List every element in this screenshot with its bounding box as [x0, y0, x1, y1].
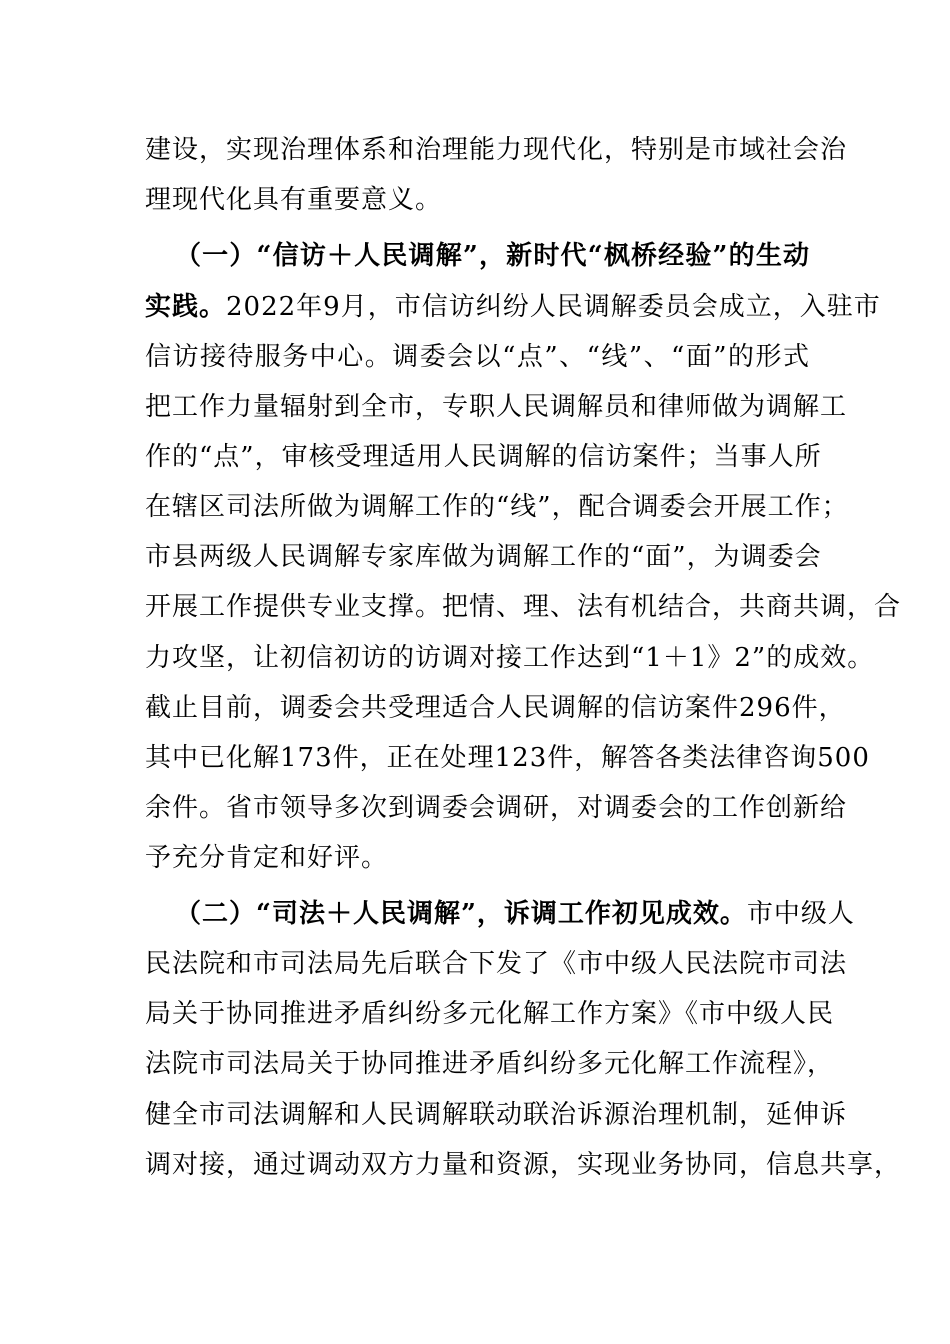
paragraph-line [145, 1093, 848, 1137]
line-text: 局关于协同推进矛盾纠纷多元化解工作方案》《市中级人民 [145, 999, 835, 1029]
line-text: 力攻坚，让初信初访的访调对接工作达到“1＋1》2”的成效。 [145, 643, 875, 673]
paragraph-line [145, 335, 810, 379]
heading-text: （二）“司法＋人民调解”，诉调工作初见成效。 [175, 899, 747, 929]
section-heading-2 [175, 892, 855, 936]
heading-text: （一）“信访＋人民调解”，新时代“枫桥经验”的生动 [175, 241, 810, 271]
paragraph-line [145, 128, 848, 172]
line-text: 余件。省市领导多次到调委会调研，对调委会的工作创新给 [145, 793, 848, 823]
line-text: 法院市司法局关于协同推进矛盾纠纷多元化解工作流程》， [145, 1049, 835, 1079]
paragraph-line [145, 285, 881, 329]
paragraph-line [145, 686, 846, 730]
line-text: 把工作力量辐射到全市，专职人民调解员和律师做为调解工 [145, 392, 848, 422]
paragraph-line [145, 178, 810, 222]
paragraph-line [145, 385, 848, 429]
section-heading-1 [175, 234, 810, 278]
paragraph-line [145, 1042, 835, 1086]
paragraph-line [145, 535, 822, 579]
line-text: 截止目前，调委会共受理适合人民调解的信访案件296件， [145, 693, 846, 723]
paragraph-line [145, 636, 875, 680]
paragraph-line [145, 736, 870, 780]
line-text: 作的“点”，审核受理适用人民调解的信访案件；当事人所 [145, 442, 822, 472]
paragraph-line [145, 836, 810, 880]
paragraph-line [145, 786, 848, 830]
line-text: 其中已化解173件，正在处理123件，解答各类法律咨询500 [145, 743, 870, 773]
line-text: 建设，实现治理体系和治理能力现代化，特别是市域社会治 [145, 135, 848, 165]
line-text: 信访接待服务中心。调委会以“点”、“线”、“面”的形式 [145, 342, 810, 372]
paragraph-line [145, 485, 849, 529]
paragraph-line [145, 1143, 902, 1187]
line-text: 民法院和市司法局先后联合下发了《市中级人民法院市司法 [145, 949, 848, 979]
line-text: 开展工作提供专业支撑。把情、理、法有机结合，共商共调，合 [145, 592, 902, 622]
paragraph-line [145, 435, 822, 479]
paragraph-line [145, 585, 902, 629]
line-text: 2022年9月，市信访纠纷人民调解委员会成立，入驻市 [226, 292, 881, 322]
paragraph-line [145, 992, 835, 1036]
line-text: 健全市司法调解和人民调解联动联治诉源治理机制，延伸诉 [145, 1100, 848, 1130]
paragraph-line [145, 942, 848, 986]
line-text: 理现代化具有重要意义。 [145, 185, 443, 215]
line-text: 在辖区司法所做为调解工作的“线”，配合调委会开展工作； [145, 492, 849, 522]
line-text: 调对接，通过调动双方力量和资源，实现业务协同，信息共享， [145, 1150, 902, 1180]
heading-text-continued: 实践。 [145, 292, 227, 322]
line-text: 市中级人 [746, 899, 855, 929]
line-text: 市县两级人民调解专家库做为调解工作的“面”，为调委会 [145, 542, 822, 572]
line-text: 予充分肯定和好评。 [145, 843, 389, 873]
